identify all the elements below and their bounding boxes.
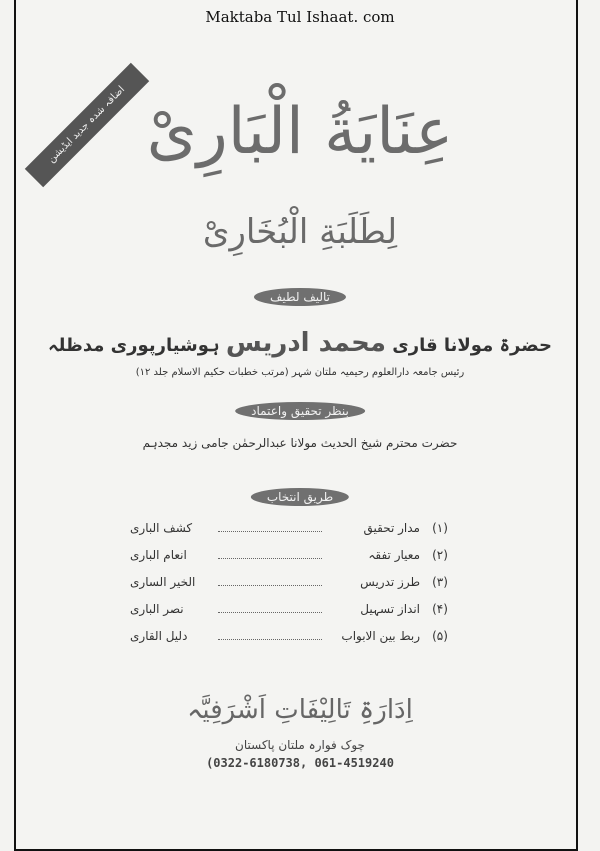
dot-leader (218, 631, 322, 640)
item-book: نصر الباری (130, 601, 184, 616)
item-topic: مدار تحقیق (363, 520, 420, 535)
author-suffix: ہوشیارپوری مدظلہ (48, 335, 220, 356)
list-item (130, 595, 460, 622)
dot-leader (218, 604, 322, 613)
item-number: (۵) (432, 628, 448, 643)
review-label-pill: بنظر تحقیق واعتماد (235, 402, 365, 420)
item-number: (۱) (432, 520, 448, 535)
dot-leader (218, 577, 322, 586)
item-topic: انداز تسہیل (360, 601, 420, 616)
item-number: (۲) (432, 547, 448, 562)
item-topic: معیار تفقہ (368, 547, 420, 562)
item-book: دلیل القاری (130, 628, 188, 643)
list-item (130, 541, 460, 568)
selection-label-pill: طریق انتخاب (251, 488, 349, 506)
author-label-pill: تالیف لطیف (254, 288, 346, 306)
list-item (130, 622, 460, 649)
site-watermark-header: Maktaba Tul Ishaat. com (205, 8, 395, 26)
item-book: الخیر الساری (130, 574, 196, 589)
list-item (130, 514, 460, 541)
reviewer-line: حضرت محترم شیخ الحدیث مولانا عبدالرحمٰن جامی زید مجدہم (142, 436, 458, 450)
book-subtitle: لِطَلَبَةِ الْبُخَارِیْ (202, 212, 398, 252)
item-book: کشف الباری (130, 520, 193, 535)
author-prefix: حضرۃ مولانا قاری (392, 335, 552, 356)
list-item (130, 568, 460, 595)
item-topic: ربط بین الابواب (341, 628, 420, 643)
publisher-name: اِدَارَۃِ تَالِیْفَاتِ اَشْرَفِیَّہ (187, 695, 413, 725)
author-affiliation: رئیس جامعہ دارالعلوم رحیمیہ ملتان شہر (مرتب خطبات حکیم الاسلام جلد ۱۲) (135, 367, 465, 378)
item-number: (۳) (432, 574, 448, 589)
publisher-address: چوک فوارہ ملتان پاکستان (235, 738, 365, 752)
item-number: (۴) (432, 601, 448, 616)
selection-list (130, 514, 460, 649)
book-title: عِنَايَةُ الْبَارِیْ (146, 95, 454, 169)
item-book: انعام الباری (130, 547, 187, 562)
dot-leader (218, 523, 322, 532)
author-name: محمد ادریس (225, 328, 386, 358)
edition-ribbon: اضافہ شدہ جدید ایڈیشن (25, 63, 149, 187)
item-topic: طرز تدریس (360, 574, 420, 589)
dot-leader (218, 550, 322, 559)
author-line (0, 328, 600, 358)
publisher-phone: (0322-6180738, 061-4519240 (206, 756, 394, 770)
